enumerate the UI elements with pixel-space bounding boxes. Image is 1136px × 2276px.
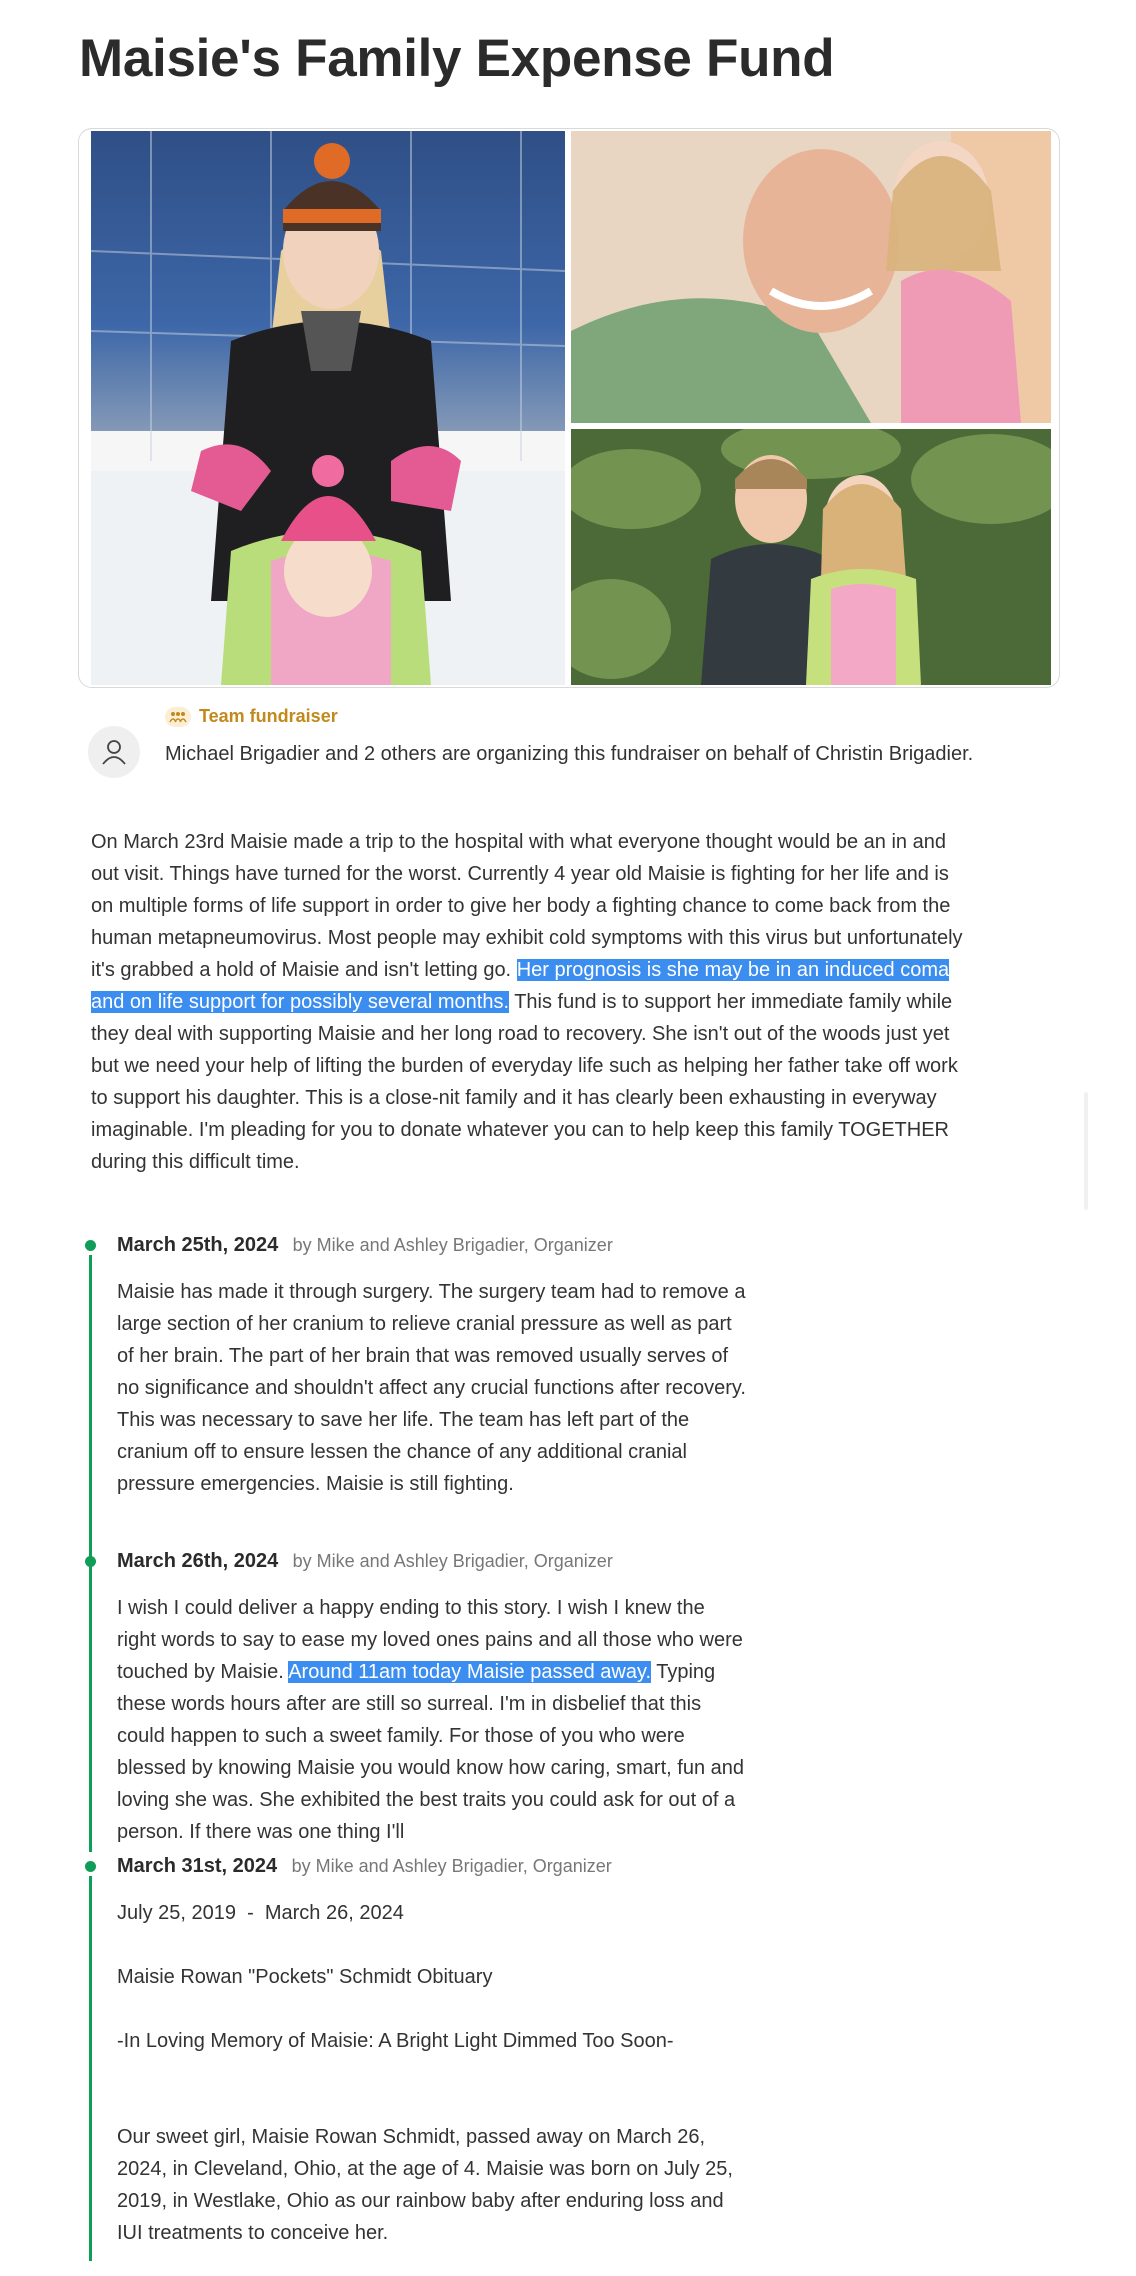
update-item — [89, 1855, 749, 2261]
story-part-2: This fund is to support her immediate family while they deal with supporting Maisie and her long road to recovery. She isn't out of the woods just yet but we need your help of lifting the burden of everyday life such as helping her father take off work to support his daughter. This is a close-nit family and it has clearly been exhausting in everyway imaginable. I'm pleading for you to donate whatever you can to help keep this family TOGETHER during this difficult time. — [91, 991, 958, 1173]
story-highlight: Her prognosis is she may be in an induced coma and on life support for possibly several months. — [91, 959, 950, 1013]
team-fundraiser-label: Team fundraiser — [199, 706, 338, 726]
timeline-rail — [89, 1571, 92, 1852]
story-text — [91, 826, 971, 1178]
avatar[interactable] — [88, 726, 140, 778]
update-item — [89, 1234, 749, 1580]
update-author: by Mike and Ashley Brigadier, Organizer — [292, 1551, 613, 1571]
organizer-text: Michael Brigadier and 2 others are organizing this fundraiser on behalf of Christin Brigadier. — [165, 743, 974, 765]
obituary-subtitle: -In Loving Memory of Maisie: A Bright Light Dimmed Too Soon- — [117, 2030, 674, 2052]
update-body-part-1: I wish I could deliver a happy ending to this story. I wish I knew the right words to say to ease my loved ones pains and all those who were touched by Maisie. — [117, 1597, 743, 1683]
timeline-rail — [89, 1255, 92, 1580]
update-date: March 26th, 2024 — [117, 1550, 279, 1572]
obituary-dates: July 25, 2019 - March 26, 2024 — [117, 1902, 404, 1924]
update-body — [117, 1276, 747, 1566]
photo-father-daughter[interactable] — [571, 131, 1051, 423]
user-icon — [101, 738, 127, 766]
photo-siblings-garden[interactable] — [571, 429, 1051, 685]
obituary-text: Our sweet girl, Maisie Rowan Schmidt, passed away on March 26, 2024, in Cleveland, Ohio, at the age of 4. Maisie was born on July 25, 2019, in Westlake, Ohio as our rainbow baby after enduring loss and IUI treatments to conceive her. — [117, 2126, 733, 2244]
photo-mother-daughter-ice-rink[interactable] — [91, 131, 565, 685]
update-body — [117, 1592, 747, 1847]
timeline-rail — [89, 1876, 92, 2261]
update-date: March 31st, 2024 — [117, 1855, 278, 1877]
update-author: by Mike and Ashley Brigadier, Organizer — [292, 1235, 613, 1255]
organizer-section — [88, 706, 988, 806]
update-date: March 25th, 2024 — [117, 1234, 279, 1256]
story-part-1: On March 23rd Maisie made a trip to the hospital with what everyone thought would be an in and out visit. Things have turned for the worst. Currently 4 year old Maisie is fighting for her life and is on multiple forms of life support in order to give her body a fighting chance to come back from the human metapneumovirus. Most people may exhibit cold symptoms with this virus but unfortunately it's grabbed a hold of Maisie and isn't letting go. — [91, 831, 963, 981]
update-author: by Mike and Ashley Brigadier, Organizer — [291, 1856, 612, 1876]
timeline-dot — [85, 1556, 96, 1567]
timeline-dot — [85, 1861, 96, 1872]
photo-gallery[interactable] — [78, 128, 1060, 688]
team-icon — [165, 707, 191, 727]
obituary-heading: Maisie Rowan "Pockets" Schmidt Obituary — [117, 1966, 493, 1988]
update-body-text: Maisie has made it through surgery. The surgery team had to remove a large section of her cranium to relieve cranial pressure as well as part of her brain. The part of her brain that was removed usually serves of no significance and shouldn't affect any crucial functions after recovery. This was necessary to save her life. The team has left part of the cranium off to ensure lessen the chance of any additional cranial pressure emergencies. Maisie is still fighting. — [117, 1281, 746, 1495]
page-title: Maisie's Family Expense Fund — [79, 29, 835, 88]
update-item — [89, 1550, 749, 1852]
update-body — [117, 1897, 747, 2247]
team-fundraiser-badge — [165, 706, 338, 727]
scrollbar[interactable] — [1084, 1092, 1088, 1210]
update-body-part-2: Typing these words hours after are still so surreal. I'm in disbelief that this could happen to such a sweet family. For those of you who were blessed by knowing Maisie you would know how caring, smart, fun and loving she was. She exhibited the best traits you could ask for out of a person. If there was one thing I'll — [117, 1661, 744, 1843]
update-body-highlight: Around 11am today Maisie passed away. — [288, 1661, 652, 1683]
timeline-dot — [85, 1240, 96, 1251]
